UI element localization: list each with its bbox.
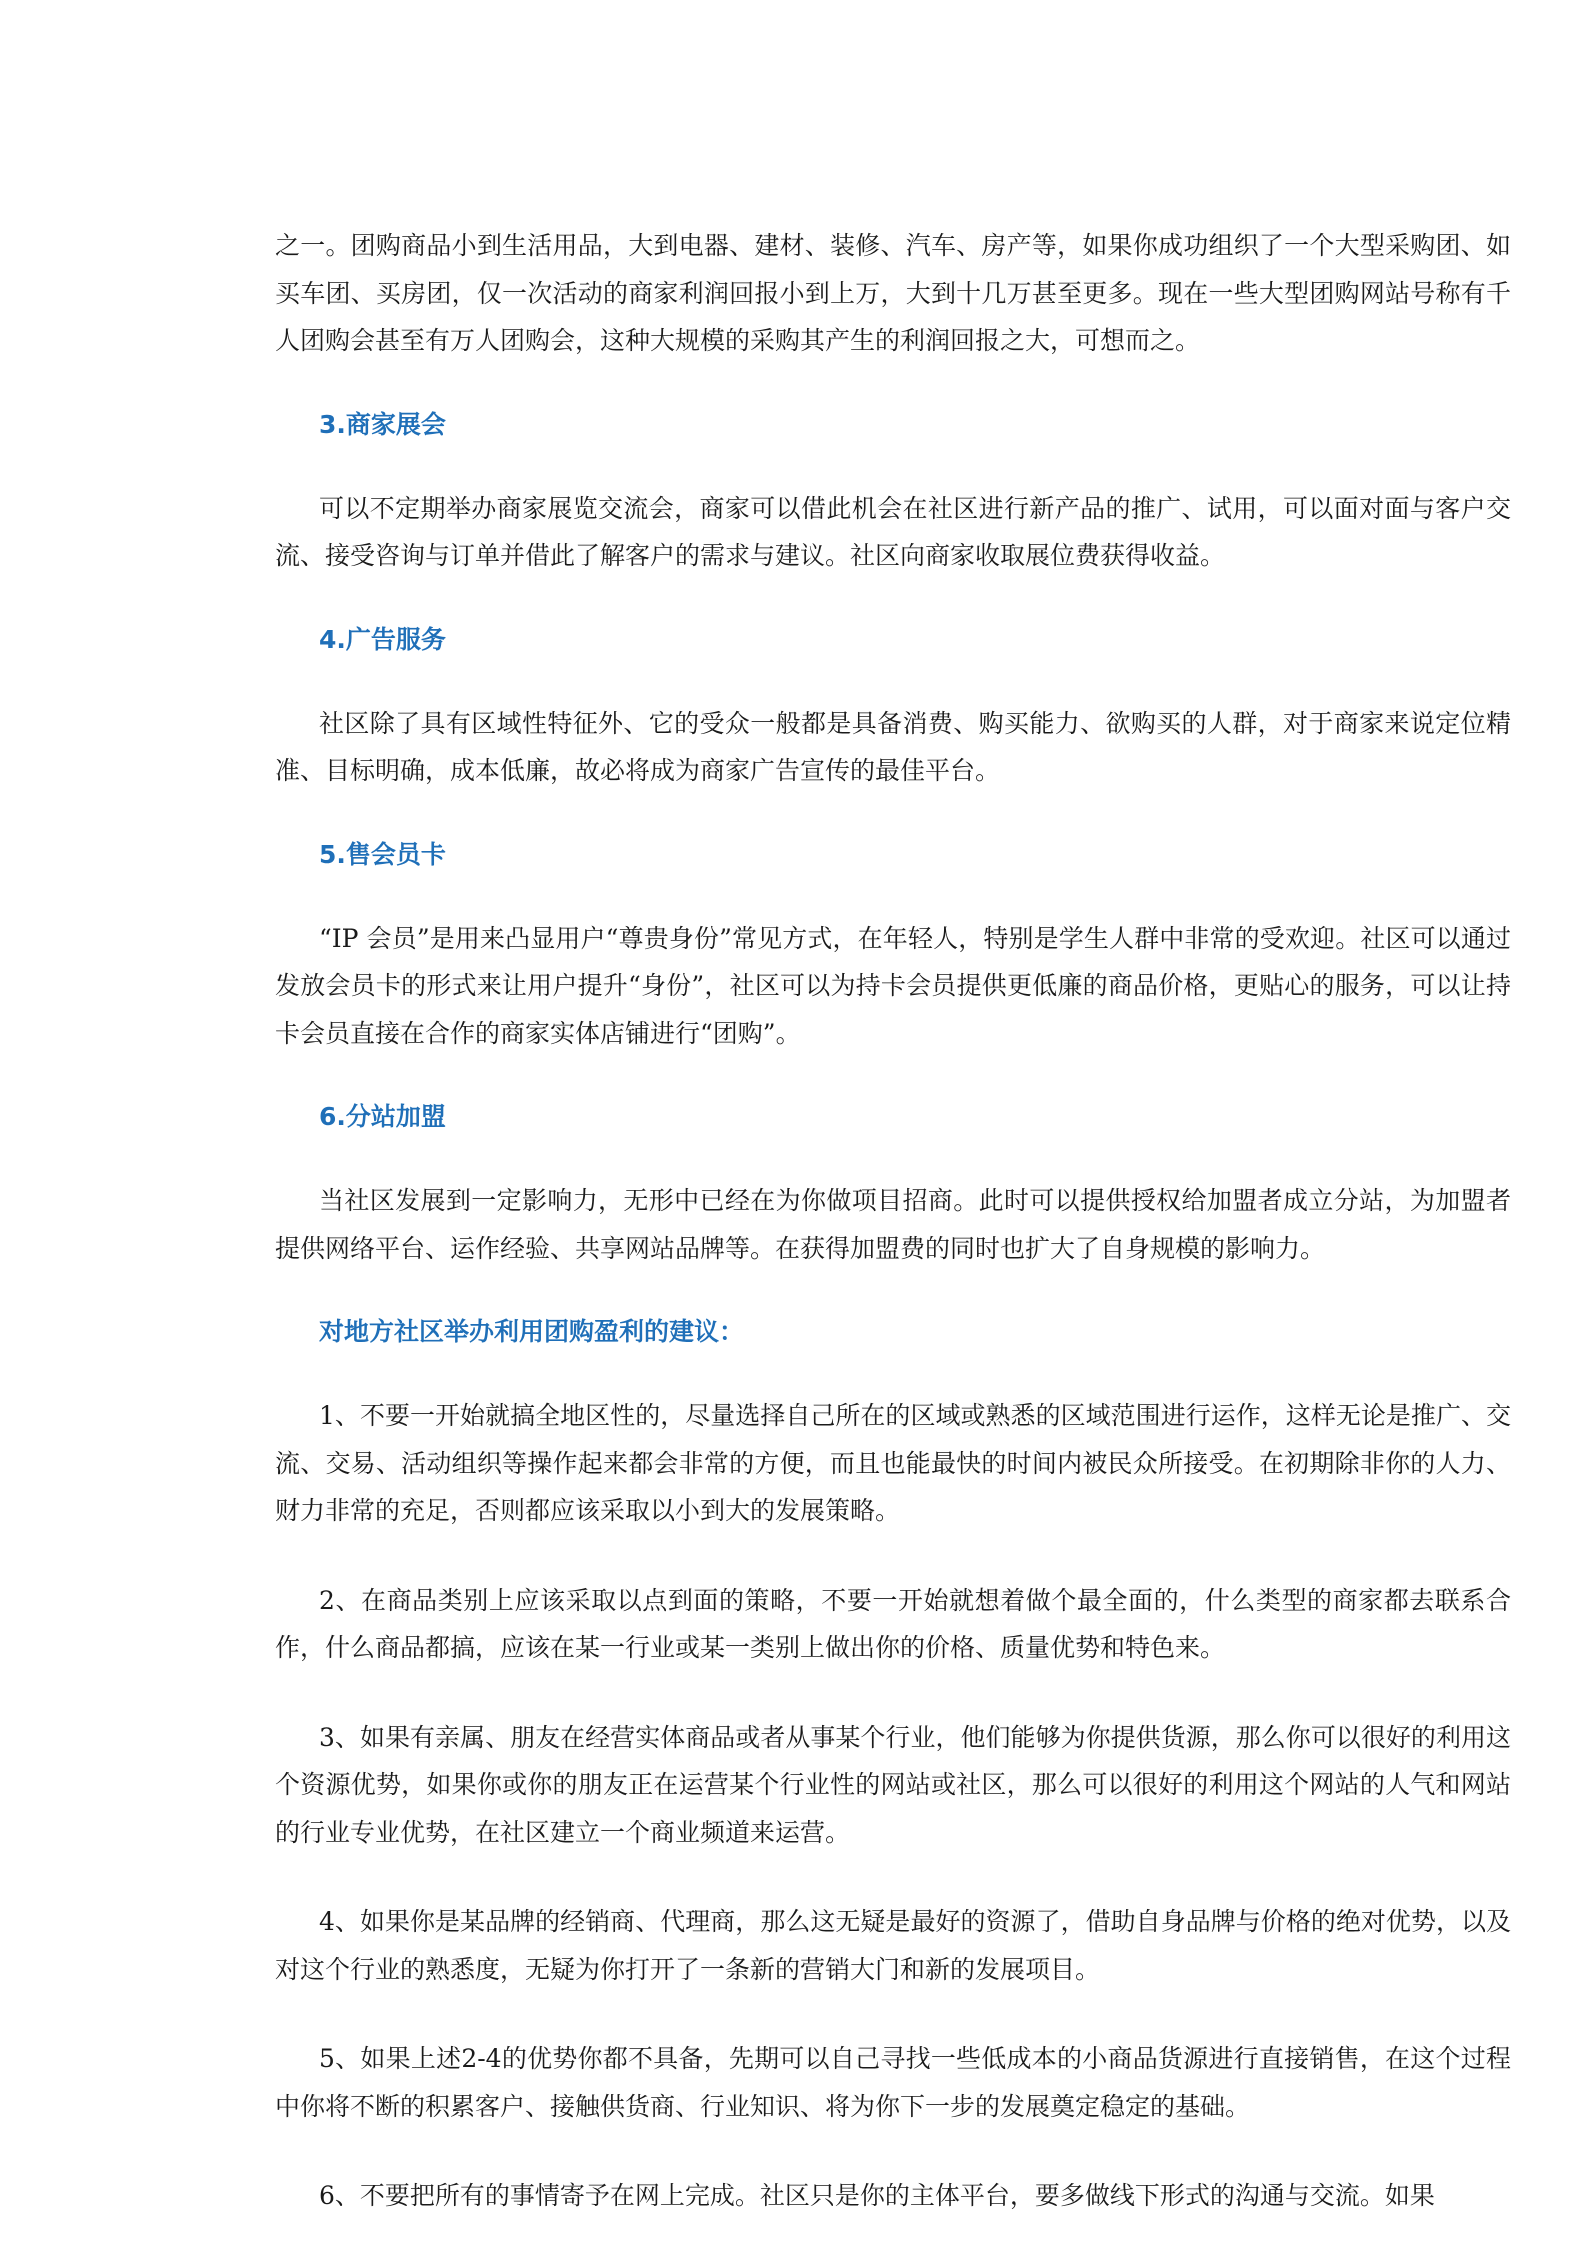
paragraph-advice-4: 4、如果你是某品牌的经销商、代理商，那么这无疑是最好的资源了，借助自身品牌与价格的绝对优势，以及对这个行业的熟悉度，无疑为你打开了一条新的营销大门和新的发展项目。 xyxy=(275,1907,1511,1984)
heading-section-3: 3.商家展会 xyxy=(319,409,446,439)
heading-section-5: 5.售会员卡 xyxy=(319,839,446,869)
document-body xyxy=(275,222,1511,2220)
paragraph-section-4: 社区除了具有区域性特征外、它的受众一般都是具备消费、购买能力、欲购买的人群，对于商家来说定位精准、目标明确，成本低廉，故必将成为商家广告宣传的最佳平台。 xyxy=(275,708,1511,785)
heading-section-4: 4.广告服务 xyxy=(319,624,446,654)
paragraph-section-5: “IP 会员”是用来凸显用户“尊贵身份”常见方式，在年轻人，特别是学生人群中非常的受欢迎。社区可以通过发放会员卡的形式来让用户提升“身份”，社区可以为持卡会员提供更低廉的商品价格，更贴心的服务，可以让持卡会员直接在合作的商家实体店铺进行“团购”。 xyxy=(275,923,1511,1048)
paragraph-intro: 之一。团购商品小到生活用品，大到电器、建材、装修、汽车、房产等，如果你成功组织了一个大型采购团、如买车团、买房团，仅一次活动的商家利润回报小到上万，大到十几万甚至更多。现在一些大型团购网站号称有千人团购会甚至有万人团购会，这种大规模的采购其产生的利润回报之大，可想而之。 xyxy=(275,231,1511,355)
paragraph-advice-5: 5、如果上述2-4的优势你都不具备，先期可以自己寻找一些低成本的小商品货源进行直接销售，在这个过程中你将不断的积累客户、接触供货商、行业知识、将为你下一步的发展奠定稳定的基础。 xyxy=(275,2044,1511,2121)
paragraph-advice-2: 2、在商品类别上应该采取以点到面的策略，不要一开始就想着做个最全面的，什么类型的商家都去联系合作，什么商品都搞，应该在某一行业或某一类别上做出你的价格、质量优势和特色来。 xyxy=(275,1585,1511,1662)
paragraph-advice-3: 3、如果有亲属、朋友在经营实体商品或者从事某个行业，他们能够为你提供货源，那么你可以很好的利用这个资源优势，如果你或你的朋友正在运营某个行业性的网站或社区，那么可以很好的利用这个网站的人气和网站的行业专业优势，在社区建立一个商业频道来运营。 xyxy=(275,1722,1511,1847)
paragraph-advice-6: 6、不要把所有的事情寄予在网上完成。社区只是你的主体平台，要多做线下形式的沟通与交流。如果 xyxy=(319,2181,1435,2210)
heading-advice: 对地方社区举办利用团购盈利的建议： xyxy=(319,1317,745,1346)
paragraph-section-6: 当社区发展到一定影响力，无形中已经在为你做项目招商。此时可以提供授权给加盟者成立分站，为加盟者提供网络平台、运作经验、共享网站品牌等。在获得加盟费的同时也扩大了自身规模的影响力。 xyxy=(275,1186,1511,1263)
paragraph-section-3: 可以不定期举办商家展览交流会，商家可以借此机会在社区进行新产品的推广、试用，可以面对面与客户交流、接受咨询与订单并借此了解客户的需求与建议。社区向商家收取展位费获得收益。 xyxy=(275,493,1511,570)
paragraph-advice-1: 1、不要一开始就搞全地区性的，尽量选择自己所在的区域或熟悉的区域范围进行运作，这样无论是推广、交流、交易、活动组织等操作起来都会非常的方便，而且也能最快的时间内被民众所接受。在初期除非你的人力、财力非常的充足，否则都应该采取以小到大的发展策略。 xyxy=(275,1401,1511,1525)
heading-section-6: 6.分站加盟 xyxy=(319,1102,446,1131)
